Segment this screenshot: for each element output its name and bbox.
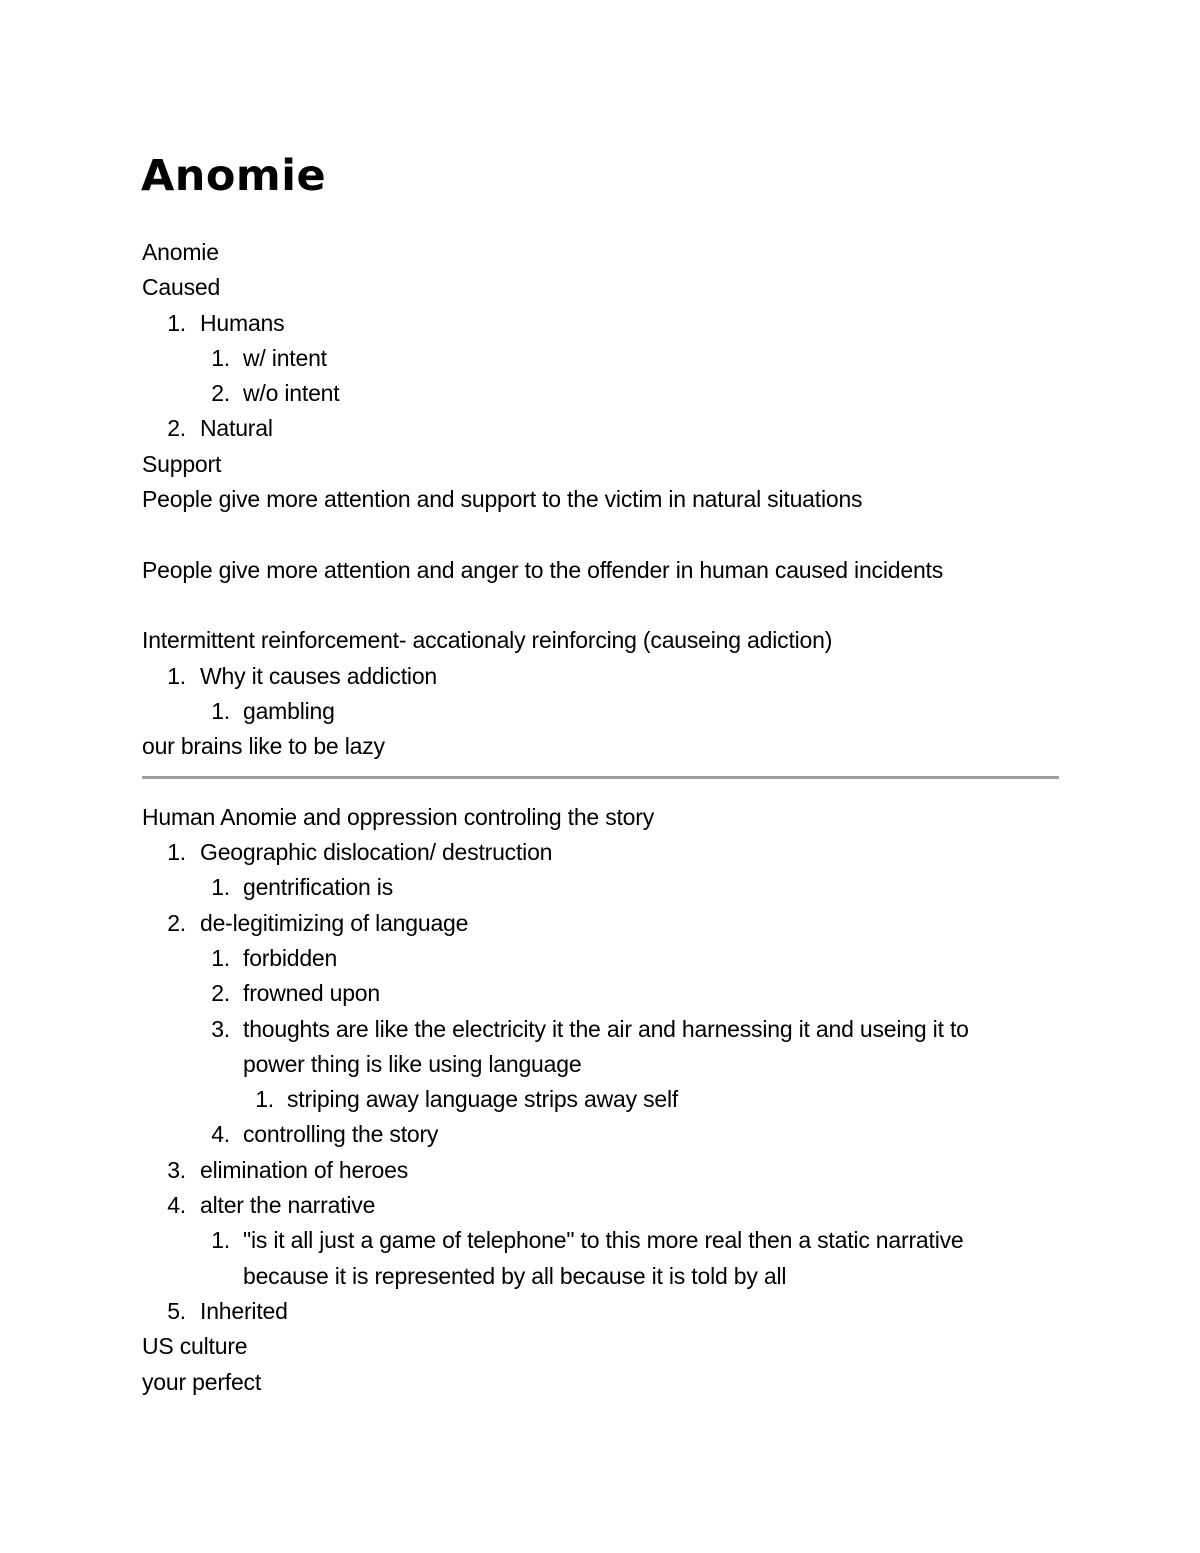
horizontal-rule-line	[142, 776, 1059, 779]
list-number: 1.	[211, 1227, 230, 1254]
list-number: 2.	[211, 380, 230, 407]
list-item	[0, 659, 1200, 694]
list-item-text: gentrification is	[243, 874, 394, 901]
paragraph	[0, 800, 1200, 835]
paragraph-text: our brains like to be lazy	[142, 733, 385, 760]
paragraph-text: US culture	[142, 1333, 248, 1360]
list-item-text: thoughts are like the electricity it the air and harnessing it and useing it to	[243, 1015, 969, 1042]
list-number: 1.	[211, 697, 230, 724]
paragraph	[0, 482, 1200, 517]
paragraph-text: People give more attention and support to the victim in natural situations	[142, 486, 863, 513]
paragraph	[0, 553, 1200, 588]
list-item-text: Why it causes addiction	[200, 662, 438, 689]
list-number: 1.	[167, 662, 186, 689]
list-number: 3.	[211, 1015, 230, 1042]
paragraph	[0, 235, 1200, 270]
list-item-text: Humans	[200, 309, 285, 336]
paragraph-text: Caused	[142, 274, 221, 301]
list-item-text: de-legitimizing of language	[200, 909, 469, 936]
list-item-text: "is it all just a game of telephone" to this more real then a static narrative	[243, 1227, 964, 1254]
list-item	[0, 906, 1200, 941]
list-item-continuation	[0, 1047, 1200, 1082]
list-item-text: power thing is like using language	[243, 1050, 582, 1077]
list-item-text: alter the narrative	[200, 1192, 376, 1219]
list-item-text: forbidden	[243, 944, 338, 971]
blank-line	[0, 517, 1200, 552]
document-title: Anomie	[141, 151, 327, 201]
list-item-text: controlling the story	[243, 1121, 439, 1148]
paragraph	[0, 447, 1200, 482]
paragraph-text: People give more attention and anger to the offender in human caused incidents	[142, 556, 944, 583]
list-number: 1.	[211, 944, 230, 971]
list-item-text: Natural	[200, 415, 273, 442]
paragraph	[0, 729, 1200, 764]
list-number: 2.	[167, 415, 186, 442]
paragraph	[0, 1365, 1200, 1400]
paragraph	[0, 1329, 1200, 1364]
list-item	[0, 1082, 1200, 1117]
list-item-text: because it is represented by all because it is told by all	[243, 1262, 787, 1289]
list-item-text: Inherited	[200, 1297, 288, 1324]
list-item	[0, 1294, 1200, 1329]
list-item	[0, 976, 1200, 1011]
document-body	[0, 235, 1200, 1400]
list-item	[0, 835, 1200, 870]
paragraph-text: Intermittent reinforcement- accationaly reinforcing (causeing adiction)	[142, 627, 833, 654]
paragraph-text: Human Anomie and oppression controling the story	[142, 803, 655, 830]
paragraph-text: your perfect	[142, 1368, 262, 1395]
list-item	[0, 1188, 1200, 1223]
blank-line	[0, 588, 1200, 623]
list-item-text: w/ intent	[243, 344, 327, 371]
list-item	[0, 941, 1200, 976]
list-item-text: elimination of heroes	[200, 1156, 409, 1183]
list-item	[0, 1153, 1200, 1188]
list-item	[0, 1223, 1200, 1258]
list-number: 1.	[211, 344, 230, 371]
list-item	[0, 341, 1200, 376]
list-item	[0, 411, 1200, 446]
paragraph	[0, 270, 1200, 305]
list-item	[0, 694, 1200, 729]
paragraph-text: Support	[142, 450, 222, 477]
paragraph	[0, 623, 1200, 658]
list-number: 1.	[255, 1086, 274, 1113]
list-item	[0, 1012, 1200, 1047]
horizontal-rule	[0, 764, 1200, 799]
list-item-text: Geographic dislocation/ destruction	[200, 839, 553, 866]
list-item-continuation	[0, 1259, 1200, 1294]
list-number: 1.	[211, 874, 230, 901]
list-number: 4.	[167, 1192, 186, 1219]
list-number: 2.	[167, 909, 186, 936]
list-item-text: gambling	[243, 697, 335, 724]
list-number: 1.	[167, 309, 186, 336]
list-item	[0, 870, 1200, 905]
list-item-text: frowned upon	[243, 980, 380, 1007]
list-item	[0, 376, 1200, 411]
list-item	[0, 1117, 1200, 1152]
list-number: 1.	[167, 839, 186, 866]
list-number: 2.	[211, 980, 230, 1007]
list-number: 3.	[167, 1156, 186, 1183]
list-number: 4.	[211, 1121, 230, 1148]
list-item-text: striping away language strips away self	[287, 1086, 679, 1113]
list-item	[0, 306, 1200, 341]
list-number: 5.	[167, 1297, 186, 1324]
paragraph-text: Anomie	[142, 239, 219, 265]
list-item-text: w/o intent	[243, 380, 340, 407]
